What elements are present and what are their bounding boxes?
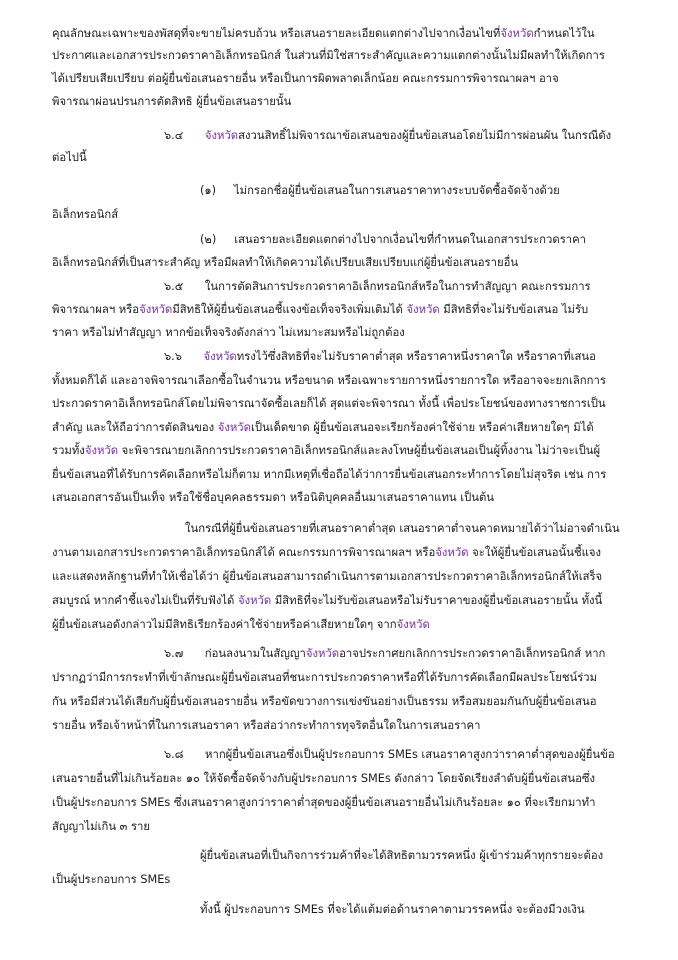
text-line (52, 718, 480, 734)
text-line (200, 902, 585, 918)
text-line (164, 128, 611, 144)
text-line (52, 71, 559, 87)
text-segment: ในการตัดสินการประกวดราคาอิเล็กทรอนิกส์หรือในการทำสัญญา คณะกรรมการ (183, 280, 591, 293)
text-segment: พิจารณาผลฯ หรือ (52, 303, 140, 316)
text-segment: หากผู้ยื่นข้อเสนอซึ่งเป็นผู้ประกอบการ SMEs เสนอราคาสูงกว่าราคาต่ำสุดของผู้ยื่นข้อ (183, 748, 615, 761)
text-line (200, 232, 586, 248)
text-segment: อาจประกาศยกเลิกการประกวดราคาอิเล็กทรอนิกส์ หาก (339, 647, 606, 660)
text-segment: ๖.๔ (164, 129, 184, 142)
text-segment: ประกาศและเอกสารประกวดราคาอิเล็กทรอนิกส์ ในส่วนที่มิใช่สาระสำคัญและความแตกต่างนั้นไม่มีผลทำให้เกิดการ (52, 49, 605, 62)
text-segment: ๖.๗ (164, 647, 184, 660)
text-line (52, 94, 291, 110)
province-highlight: จังหวัด (237, 594, 272, 607)
text-segment: ๖.๕ (164, 280, 184, 293)
text-segment: จะพิจารณายกเลิกการประกวดราคาอิเล็กทรอนิกส์และลงโทษผู้ยื่นข้อเสนอเป็นผู้ทิ้งงาน ไม่ว่าจะเป็นผู้ (118, 444, 601, 457)
text-segment: จะให้ผู้ยื่นข้อเสนอนั้นชี้แจง (468, 546, 602, 559)
text-segment: รายอื่น หรือเจ้าหน้าที่ในการเสนอราคา หรือส่อว่ากระทำการทุจริตอื่นใดในการเสนอราคา (52, 719, 481, 732)
text-segment: ทั้งนี้ ผู้ประกอบการ SMEs ที่จะได้แต้มต่อด้านราคาตามวรรคหนึ่ง จะต้องมีวงเงิน (200, 903, 585, 916)
text-segment: (๒) (200, 233, 217, 246)
text-segment: ไม่กรอกชื่อผู้ยื่นข้อเสนอในการเสนอราคาทางระบบจัดซื้อจัดจ้างด้วย (216, 184, 560, 197)
text-line (52, 443, 600, 459)
text-segment: สัญญาไม่เกิน ๓ ราย (52, 820, 150, 833)
text-segment: เสนอเอกสารอันเป็นเท็จ หรือใช้ชื่อบุคคลธรรมดา หรือนิติบุคคลอื่นมาเสนอราคาแทน เป็นต้น (52, 491, 495, 504)
text-segment: อิเล็กทรอนิกส์ที่เป็นสาระสำคัญ หรือมีผลทำให้เกิดความได้เปรียบเสียเปรียบแก่ผู้ยื่นข้อเสนอรายอื่น (52, 256, 519, 269)
text-segment: งานตามเอกสารประกวดราคาอิเล็กทรอนิกส์ได้ คณะกรรมการพิจารณาผลฯ หรือ (52, 546, 436, 559)
text-segment: ผู้ยื่นข้อเสนอดังกล่าวไม่มีสิทธิเรียกร้องค่าใช้จ่ายหรือค่าเสียหายใดๆ จาก (52, 618, 397, 631)
text-line (52, 490, 494, 506)
text-line (52, 325, 405, 341)
text-segment: รวมทั้ง (52, 444, 85, 457)
text-line (52, 569, 602, 585)
text-line (52, 48, 605, 64)
text-segment: เสนอรายอื่นที่ไม่เกินร้อยละ ๑๐ ให้จัดซื้อจัดจ้างกับผู้ประกอบการ SMEs ดังกล่าว โดยจัดเรียงลำดับผู้ยื่นข้อเสนอซึ่ง (52, 772, 596, 785)
text-segment: เป็นผู้ประกอบการ SMEs (52, 873, 171, 886)
province-highlight: จังหวัด (396, 618, 430, 631)
text-segment: ผู้ยื่นข้อเสนอที่เป็นกิจการร่วมค้าที่จะได้สิทธิตามวรรคหนึ่ง ผู้เข้าร่วมค้าทุกรายจะต้อง (200, 849, 604, 862)
text-line (52, 545, 601, 561)
text-segment: มีสิทธิให้ผู้ยื่นข้อเสนอชี้แจงข้อเท็จจริงเพิ่มเติมได้ (172, 303, 407, 316)
province-highlight: จังหวัด (139, 303, 173, 316)
province-highlight: จังหวัด (500, 27, 534, 40)
province-highlight: จังหวัด (406, 303, 440, 316)
text-segment: ได้เปรียบเสียเปรียบ ต่อผู้ยื่นข้อเสนอรายอื่น หรือเป็นการผิดพลาดเล็กน้อย คณะกรรมการพิจารณาผลฯ อาจ (52, 72, 559, 85)
text-segment: คุณลักษณะเฉพาะของพัสดุที่จะขายไม่ครบถ้วน หรือเสนอรายละเอียดแตกต่างไปจากเงื่อนไขที่ (52, 27, 501, 40)
text-line (52, 467, 606, 483)
text-line (52, 207, 118, 223)
text-line (52, 819, 150, 835)
text-segment: (๑) (200, 184, 216, 197)
text-segment: ทั้งหมดก็ได้ และอาจพิจารณาเลือกซื้อในจำนวน หรือขนาด หรือเฉพาะรายการหนึ่งรายการใด หรืออาจจะยกเลิกการ (52, 374, 606, 387)
text-line (200, 848, 603, 864)
text-segment: กำหนดไว้ใน (533, 27, 595, 40)
text-segment: ยื่นข้อเสนอที่ได้รับการคัดเลือกหรือไม่ก็ตาม หากมีเหตุที่เชื่อถือได้ว่าการยื่นข้อเสนอกระทำการโดยไม่สุจริต เช่น การ (52, 468, 607, 481)
text-line (52, 670, 597, 686)
province-highlight: จังหวัด (305, 647, 340, 660)
text-segment: สำคัญ และให้ถือว่าการตัดสินของ (52, 421, 218, 434)
text-segment: และแสดงหลักฐานที่ทำให้เชื่อได้ว่า ผู้ยื่นข้อเสนอสามารถดำเนินการตามเอกสารประกวดราคาอิเล็กทรอนิกส์ให้เสร็จ (52, 570, 603, 583)
province-highlight: จังหวัด (217, 421, 251, 434)
text-segment: ทรงไว้ซึ่งสิทธิที่จะไม่รับราคาต่ำสุด หรือราคาหนึ่งราคาใด หรือราคาที่เสนอ (236, 350, 596, 363)
text-line (52, 694, 597, 710)
text-segment: อิเล็กทรอนิกส์ (52, 208, 119, 221)
text-line (164, 349, 596, 365)
text-line (52, 593, 602, 609)
text-line (164, 646, 605, 662)
text-segment: พิจารณาผ่อนปรนการตัดสิทธิ ผู้ยื่นข้อเสนอรายนั้น (52, 95, 292, 108)
text-segment: กัน หรือมีส่วนได้เสียกับผู้ยื่นข้อเสนอรายอื่น หรือขัดขวางการแข่งขันอย่างเป็นธรรม หรือสมยอมกันกับผู้ยื่นข้อเสนอ (52, 695, 597, 708)
text-line (52, 373, 606, 389)
text-segment: เป็นเด็ดขาด ผู้ยื่นข้อเสนอจะเรียกร้องค่าใช้จ่าย หรือค่าเสียหายใดๆ มิได้ (250, 421, 594, 434)
text-line (52, 150, 87, 166)
text-line (52, 420, 594, 436)
text-segment: มีสิทธิที่จะไม่รับข้อเสนอหรือไม่รับราคาของผู้ยื่นข้อเสนอรายนั้น ทั้งนี้ (271, 594, 603, 607)
text-line (52, 617, 430, 633)
text-segment: เป็นผู้ประกอบการ SMEs ซึ่งเสนอราคาสูงกว่าราคาต่ำสุดของผู้ยื่นข้อเสนอรายอื่นไม่เกินร้อยละ ๑๐ ที่จะเรียกมาทำ (52, 796, 596, 809)
text-line (52, 771, 595, 787)
text-segment: ๖.๘ (164, 748, 184, 761)
province-highlight: จังหวัด (84, 444, 119, 457)
province-highlight: จังหวัด (435, 546, 469, 559)
text-segment: ต่อไปนี้ (52, 151, 87, 164)
text-line (52, 255, 518, 271)
text-line (52, 396, 606, 412)
text-line (52, 302, 588, 318)
text-segment: ๖.๖ (164, 350, 182, 363)
text-line (200, 183, 560, 199)
text-segment: เสนอรายละเอียดแตกต่างไปจากเงื่อนไขที่กำหนดในเอกสารประกวดราคา (216, 233, 587, 246)
text-line (52, 795, 595, 811)
text-line (164, 279, 591, 295)
text-segment: มีสิทธิที่จะไม่รับข้อเสนอ ไม่รับ (439, 303, 589, 316)
text-segment (183, 129, 205, 142)
text-segment: สมบูรณ์ หากคำชี้แจงไม่เป็นที่รับฟังได้ (52, 594, 238, 607)
text-line (52, 26, 595, 42)
text-line (185, 521, 620, 537)
province-highlight: จังหวัด (204, 129, 239, 142)
text-segment: ก่อนลงนามในสัญญา (183, 647, 306, 660)
text-segment: ในกรณีที่ผู้ยื่นข้อเสนอรายที่เสนอราคาต่ำสุด เสนอราคาต่ำจนคาดหมายได้ว่าไม่อาจดำเนิน (185, 522, 620, 535)
text-segment (182, 350, 204, 363)
text-segment: ประกวดราคาอิเล็กทรอนิกส์โดยไม่พิจารณาจัดซื้อเลยก็ได้ สุดแต่จะพิจารณา ทั้งนี้ เพื่อประโยชน์ของทางราชการเป็น (52, 397, 606, 410)
text-segment: ปรากฏว่ามีการกระทำที่เข้าลักษณะผู้ยื่นข้อเสนอที่ชนะการประกวดราคาหรือที่ได้รับการคัดเลือกมีผลประโยชน์ร่วม (52, 671, 598, 684)
text-segment: สงวนสิทธิ์ไม่พิจารณาข้อเสนอของผู้ยื่นข้อเสนอโดยไม่มีการผ่อนผัน ในกรณีดัง (238, 129, 612, 142)
text-line (52, 872, 170, 888)
province-highlight: จังหวัด (203, 350, 237, 363)
text-line (164, 747, 615, 763)
text-segment: ราคา หรือไม่ทำสัญญา หากข้อเท็จจริงดังกล่าว ไม่เหมาะสมหรือไม่ถูกต้อง (52, 326, 405, 339)
